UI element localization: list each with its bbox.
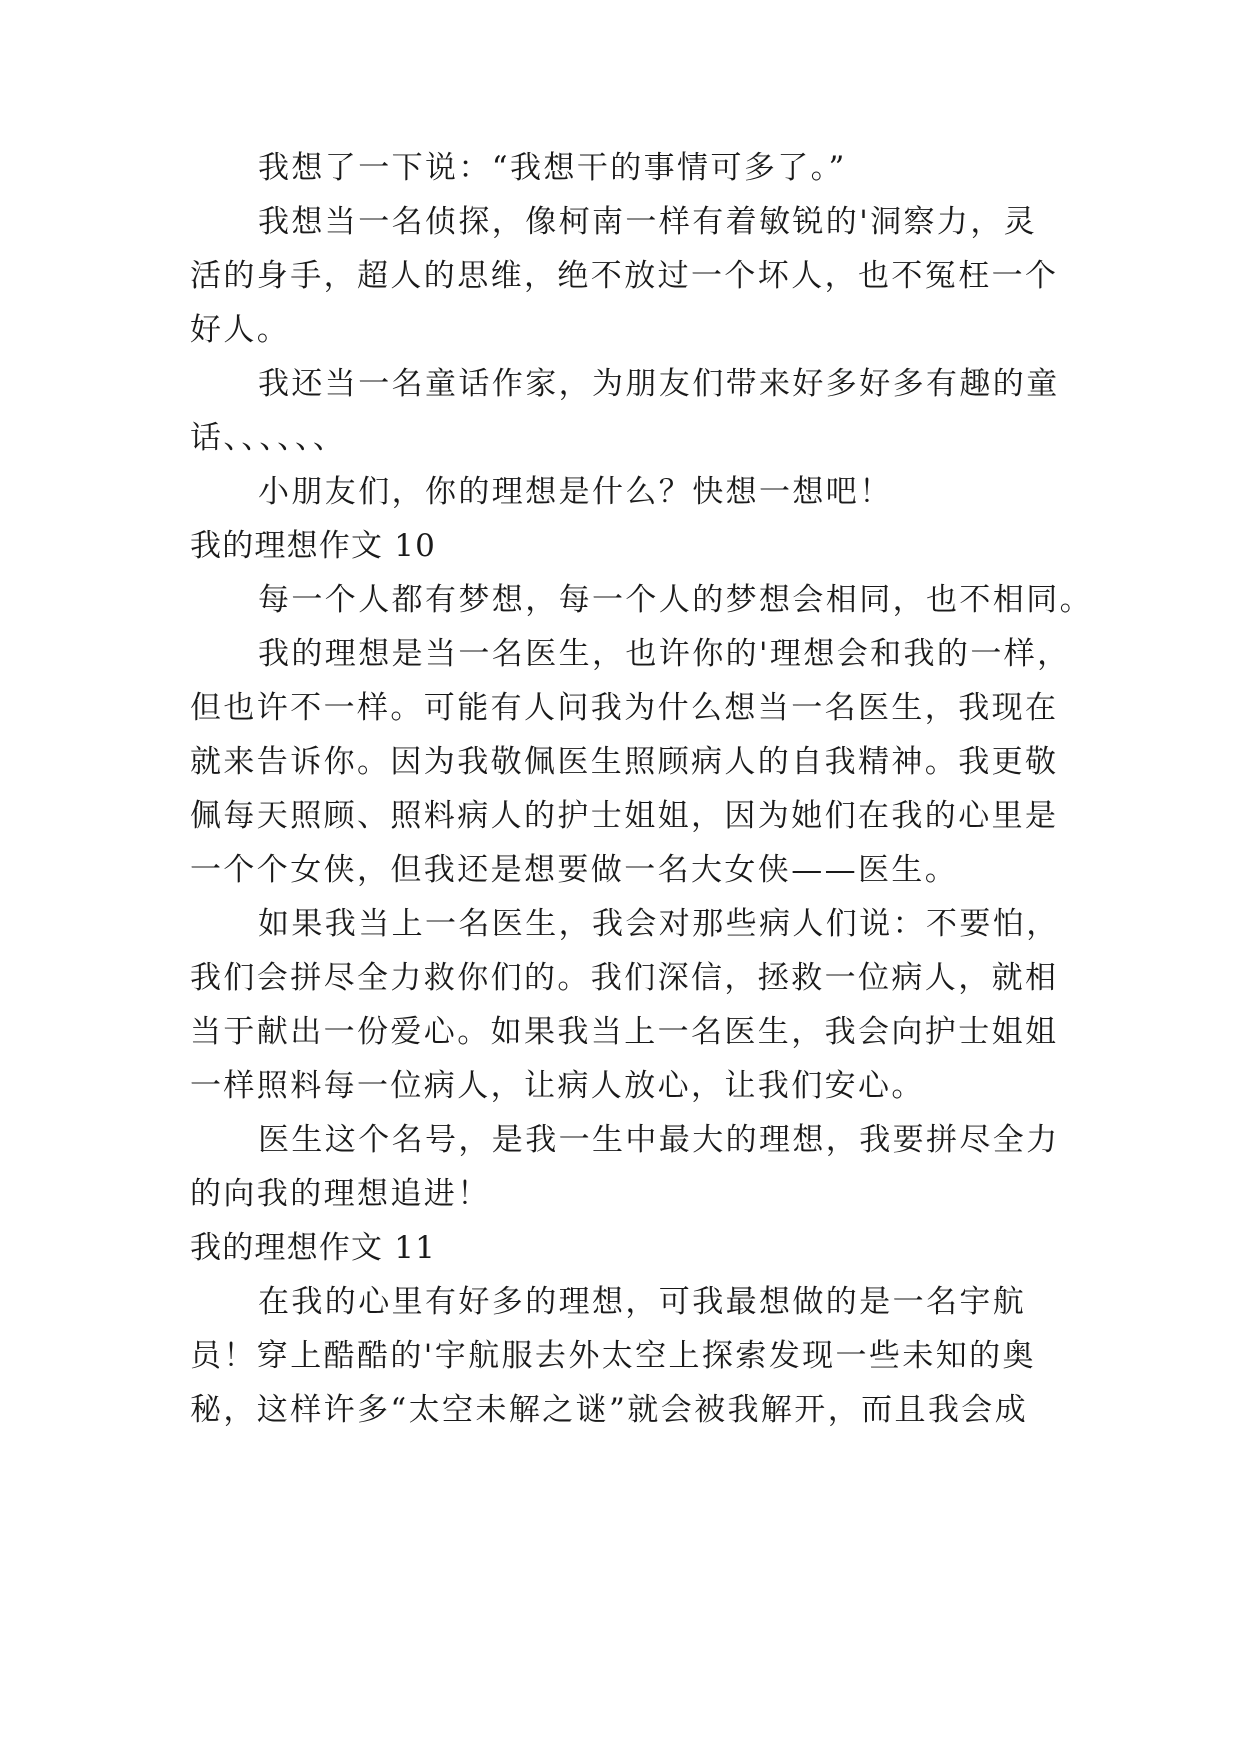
text-line: 话、、、、、、 xyxy=(190,420,347,456)
text-line: 活的身手，超人的思维，绝不放过一个坏人，也不冤枉一个 xyxy=(190,258,1059,294)
text-line: 但也许不一样。可能有人问我为什么想当一名医生，我现在 xyxy=(190,690,1059,726)
text-line: 我还当一名童话作家，为朋友们带来好多好多有趣的童 xyxy=(258,366,1060,402)
text-line: 小朋友们，你的理想是什么？快想一想吧！ xyxy=(258,474,893,510)
text-line: 在我的心里有好多的理想，可我最想做的是一名宇航 xyxy=(258,1284,1027,1320)
text-line: 我们会拼尽全力救你们的。我们深信，拯救一位病人，就相 xyxy=(190,960,1059,996)
text-line: 当于献出一份爱心。如果我当上一名医生，我会向护士姐姐 xyxy=(190,1014,1059,1050)
text-line: 就来告诉你。因为我敬佩医生照顾病人的自我精神。我更敬 xyxy=(190,744,1059,780)
text-line: 一样照料每一位病人，让病人放心，让我们安心。 xyxy=(190,1068,925,1104)
section-heading: 我的理想作文 10 xyxy=(190,528,437,564)
text-line: 我想当一名侦探，像柯南一样有着敏锐的'洞察力，灵 xyxy=(258,204,1038,240)
text-line: 医生这个名号，是我一生中最大的理想，我要拼尽全力 xyxy=(258,1122,1060,1158)
text-line: 秘，这样许多“太空未解之谜”就会被我解开，而且我会成 xyxy=(190,1392,1029,1428)
text-line: 每一个人都有梦想，每一个人的梦想会相同，也不相同。 xyxy=(258,582,1093,618)
section-heading: 我的理想作文 11 xyxy=(190,1230,437,1266)
text-line: 的向我的理想追进！ xyxy=(190,1176,491,1212)
text-line: 我想了一下说：“我想干的事情可多了。” xyxy=(258,150,847,186)
text-line: 佩每天照顾、照料病人的护士姐姐，因为她们在我的心里是 xyxy=(190,798,1059,834)
text-line: 好人。 xyxy=(190,312,291,348)
text-line: 如果我当上一名医生，我会对那些病人们说：不要怕， xyxy=(258,906,1060,942)
text-line: 员！穿上酷酷的'宇航服去外太空上探索发现一些未知的奥 xyxy=(190,1338,1036,1374)
text-line: 我的理想是当一名医生，也许你的'理想会和我的一样， xyxy=(258,636,1071,672)
text-line: 一个个女侠，但我还是想要做一名大女侠——医生。 xyxy=(190,852,959,888)
